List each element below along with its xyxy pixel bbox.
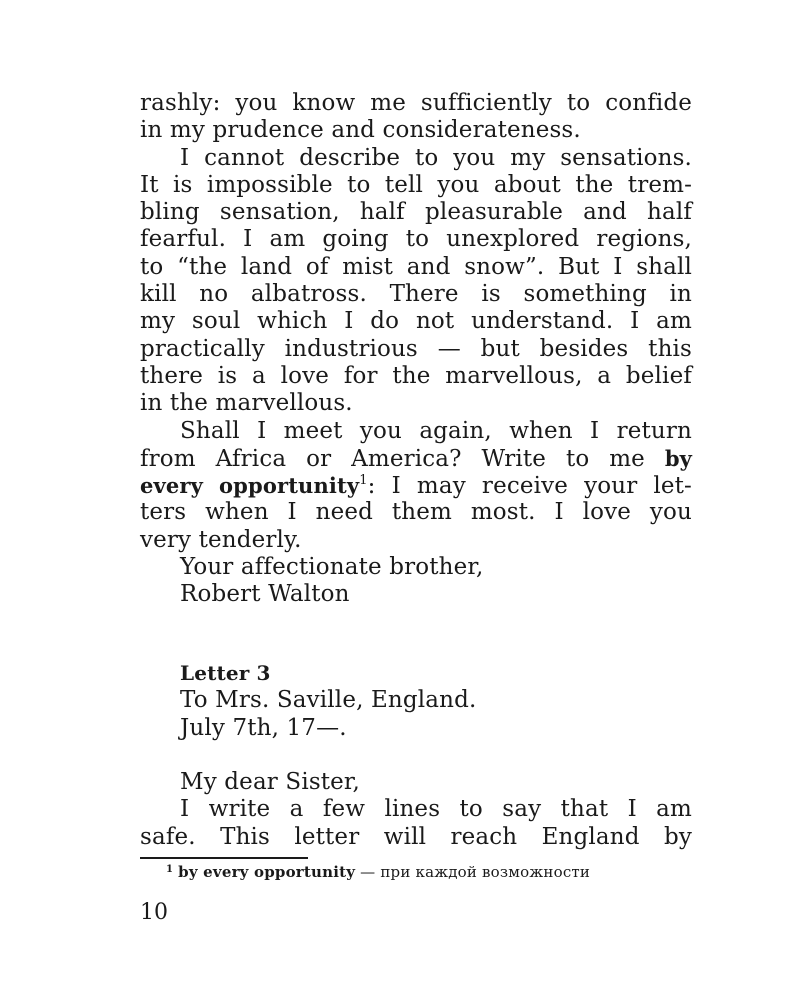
text-line: rashly: you know me sufficiently to confide [140, 90, 692, 116]
text-line: fearful. I am going to unexplored regions, [140, 226, 692, 253]
text-run: : I may receive your let- [367, 473, 692, 500]
text-line: safe. This letter will reach England by [140, 823, 692, 850]
bold-phrase: by [664, 445, 692, 471]
footnote [166, 862, 590, 882]
letter-heading: Letter 3 [180, 661, 271, 685]
letter-address: To Mrs. Saville, England. [180, 687, 477, 714]
footnote-term: by every opportunity [178, 863, 356, 881]
letter-date: July 7th, 17—. [180, 714, 347, 741]
blank-line [140, 742, 692, 769]
footnote-marker: 1 [359, 473, 368, 489]
text-line: It is impossible to tell you about the trem- [140, 171, 692, 198]
text-line: bling sensation, half pleasurable and half [140, 199, 692, 226]
text-line [140, 445, 692, 472]
bold-phrase: every opportunity [140, 473, 360, 499]
footnote-translation: — при каждой возможности [355, 863, 591, 881]
footnote-rule [140, 857, 308, 859]
text-line: in my prudence and considerateness. [140, 117, 581, 144]
signature: Robert Walton [180, 581, 350, 608]
text-line: ters when I need them most. I love you [140, 499, 692, 526]
text-line [140, 472, 692, 499]
text-line: Shall I meet you again, when I return [180, 417, 692, 444]
text-line: in the marvellous. [140, 390, 353, 417]
text-line: practically industrious — but besides this [140, 335, 692, 362]
letter-3 [140, 660, 692, 851]
text-line: to “the land of mist and snow”. But I shall [140, 253, 692, 280]
text-line: kill no albatross. There is something in [140, 281, 692, 308]
text-line: very tenderly. [140, 526, 302, 553]
text-line: I cannot describe to you my sensations. [180, 144, 692, 171]
text-run: from Africa or America? Write to me [140, 445, 665, 472]
footnote-marker: 1 [166, 864, 174, 875]
text-line: I write a few lines to say that I am [180, 796, 692, 823]
text-line: my soul which I do not understand. I am [140, 308, 692, 335]
salutation: My dear Sister, [180, 769, 361, 796]
closing: Your affectionate brother, [180, 554, 484, 581]
main-text [140, 90, 692, 609]
page-number: 10 [140, 900, 168, 925]
text-line: there is a love for the marvellous, a belief [140, 362, 692, 389]
